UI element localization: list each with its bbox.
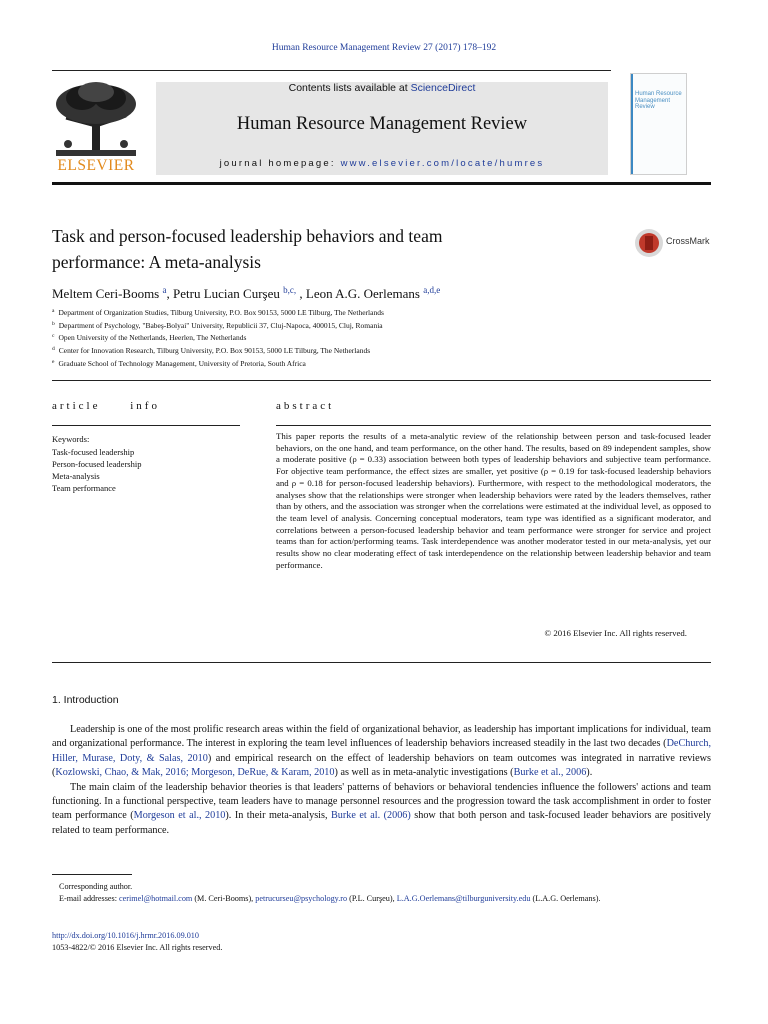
corresponding-author-note: Corresponding author.: [59, 882, 133, 891]
paragraph-text: ). In their meta-analysis,: [225, 810, 332, 822]
email-label: E-mail addresses:: [59, 893, 120, 903]
header-thick-rule: [52, 182, 711, 185]
email-link[interactable]: petrucurseu@psychology.ro: [255, 893, 348, 903]
abstract-text: This paper reports the results of a meta-analytic review of the relationship between person and task-focused leader behaviors, on the one hand, and team performance, on the other hand. The results, based on 89 independent samples, show a moderate positive (ρ = 0.33) association between both types of leadership behaviors and subjective team performance. For objective team performance, the effect sizes are smaller, yet positive (ρ = 0.19 for task-focused leadership behaviors and ρ = 0.18 for person-focused leadership behaviors). Furthermore, with respect to the methodological moderators, the analyses show that the relationships were stronger when leadership behaviors were rated by the leaders themselves, rather than by others, and the association was stronger when the correlations were estimated at the individual level, as opposed to the team level of analysis. Concerning conceptual moderators, team type was identified as a significant moderator, and correlations between a person-focused leadership behavior and team performance were stronger for service and project teams than for action/performing teams. Task interdependence was another moderator tested in our meta-analysis, yet our results show no clear moderating effect of task interdependence on the relationship between leadership behavior and team performance.: [276, 431, 711, 570]
email-link[interactable]: cerimel@hotmail.com: [119, 893, 193, 903]
contents-prefix: Contents lists available at: [288, 82, 411, 94]
journal-cover-thumbnail[interactable]: [630, 73, 687, 175]
affiliation-marker: b: [52, 320, 55, 327]
affiliation-marker: d: [52, 346, 55, 353]
homepage-link[interactable]: www.elsevier.com/locate/humres: [340, 158, 545, 169]
article-title: Task and person-focused leadership behaviors and team performance: A meta-analysis: [52, 226, 443, 272]
affiliation-line: [52, 306, 652, 319]
article-info-heading: article info: [52, 400, 160, 412]
affiliation-text: Open University of the Netherlands, Heerlen, The Netherlands: [58, 333, 247, 343]
crossmark-icon[interactable]: [634, 228, 664, 258]
affiliation-text: Department of Organization Studies, Tilburg University, P.O. Box 90153, 5000 LE Tilburg, The Netherlands: [58, 308, 384, 317]
footnote-rule: [52, 874, 132, 875]
doi-block: [52, 930, 222, 953]
email-owner: (M. Ceri-Booms),: [192, 893, 256, 903]
keywords-label: Keywords:: [52, 434, 90, 444]
keyword-list: [52, 446, 141, 494]
abstract-heading: abstract: [276, 400, 335, 412]
header-rule: [52, 70, 611, 71]
author-separator: ,: [166, 286, 173, 301]
keyword-item: Person-focused leadership: [52, 459, 142, 469]
publisher-name: ELSEVIER: [57, 157, 135, 174]
article-info-rule: [52, 425, 240, 426]
issn-line: 1053-4822/© 2016 Elsevier Inc. All rights reserved.: [52, 942, 223, 952]
affiliation-line: [52, 344, 652, 357]
abstract-rule: [276, 425, 711, 426]
paragraph-text: Leadership is one of the most prolific research areas within the field of organizational behavior, as leadership has important implications for individual, team and organizational performance. The interest in exploring the team level influences of leadership behaviors increased steadily in the last two decades (: [52, 724, 711, 750]
journal-reference-link[interactable]: Human Resource Management Review 27 (2017) 178–192: [271, 43, 497, 53]
abstract-bottom-rule: [52, 662, 711, 663]
intro-paragraph-2: [52, 781, 711, 839]
affiliation-text: Department of Psychology, "Babeş-Bolyai" University, Republicii 37, Cluj-Napoca, 400015, Cluj, Romania: [58, 320, 383, 330]
affiliation-rule: [52, 380, 711, 381]
affiliation-text: Center for Innovation Research, Tilburg University, P.O. Box 90153, 5000 LE Tilburg, The Netherlands: [58, 346, 371, 356]
introduction-heading: 1. Introduction: [52, 694, 119, 706]
paragraph-text: The main claim of the leadership behavior theories is that leaders' patterns of behaviors or behavioral tendencies influence the followers' actions and team functioning. In a functional perspective, team leaders have to manage personnel resources and the progression toward the task accomplishment in order to foster team performance (: [52, 781, 711, 822]
affiliation-marker: c: [52, 333, 55, 340]
abstract-copyright: © 2016 Elsevier Inc. All rights reserved.: [544, 628, 687, 638]
email-line: [52, 893, 712, 905]
paragraph-text: ) as well as in meta-analytic investigations (: [334, 767, 514, 779]
affiliation-text: Graduate School of Technology Management, University of Pretoria, South Africa: [58, 358, 306, 368]
footnote: [52, 881, 712, 904]
keyword-item: Task-focused leadership: [52, 447, 135, 457]
author-list: [52, 285, 440, 302]
journal-name: Human Resource Management Review: [236, 114, 528, 134]
affiliation-line: [52, 319, 652, 332]
affiliation-line: [52, 357, 652, 370]
citation-link[interactable]: Burke et al., 2006: [513, 767, 587, 779]
paragraph-text: show that both person and task-focused leader behaviors are positively related to team performance.: [52, 810, 711, 836]
cover-title: Human Resource Management Review: [635, 91, 682, 110]
affiliation-marker: e: [52, 358, 55, 365]
sciencedirect-link[interactable]: ScienceDirect: [410, 82, 476, 94]
crossmark-label[interactable]: CrossMark: [666, 236, 710, 246]
paragraph-text: ).: [586, 767, 593, 779]
author-affiliation-marker[interactable]: a: [162, 285, 167, 295]
email-link[interactable]: L.A.G.Oerlemans@tilburguniversity.edu: [396, 893, 531, 903]
cover-accent-strip: [631, 74, 633, 174]
homepage-prefix: journal homepage:: [219, 158, 341, 169]
journal-homepage-line: [156, 158, 608, 169]
author-name: Meltem Ceri-Booms: [52, 286, 163, 301]
author-affiliation-marker[interactable]: a,d,e: [423, 285, 441, 295]
introduction-body: [52, 723, 711, 838]
author-name: Petru Lucian Curşeu: [173, 286, 284, 301]
keyword-item: Meta-analysis: [52, 471, 100, 481]
elsevier-tree-logo: [52, 80, 140, 158]
affiliation-marker: a: [52, 308, 55, 314]
citation-link[interactable]: Kozlowski, Chao, & Mak, 2016; Morgeson, DeRue, & Karam, 2010: [55, 767, 335, 779]
email-owner: (P.L. Curşeu),: [347, 893, 397, 903]
author-name: Leon A.G. Oerlemans: [305, 286, 424, 301]
paragraph-text: ) and empirical research on the effect of leadership behaviors on team outcomes was integrated in narrative reviews (: [52, 752, 711, 779]
email-owner: (L.A.G. Oerlemans).: [530, 893, 601, 903]
affiliation-line: [52, 331, 652, 344]
intro-paragraph-1: [52, 723, 711, 781]
contents-line: [156, 82, 608, 94]
author-separator: ,: [296, 286, 306, 301]
author-affiliation-marker[interactable]: b,c,: [283, 285, 297, 295]
citation-link[interactable]: Morgeson et al., 2010: [133, 810, 226, 822]
citation-link[interactable]: DeChurch, Hiller, Murase, Doty, & Salas, 2010: [52, 738, 711, 764]
citation-link[interactable]: Burke et al. (2006): [331, 810, 411, 822]
doi-link[interactable]: http://dx.doi.org/10.1016/j.hrmr.2016.09.010: [52, 931, 199, 940]
affiliation-list: [52, 306, 652, 370]
keyword-item: Team performance: [52, 483, 116, 493]
